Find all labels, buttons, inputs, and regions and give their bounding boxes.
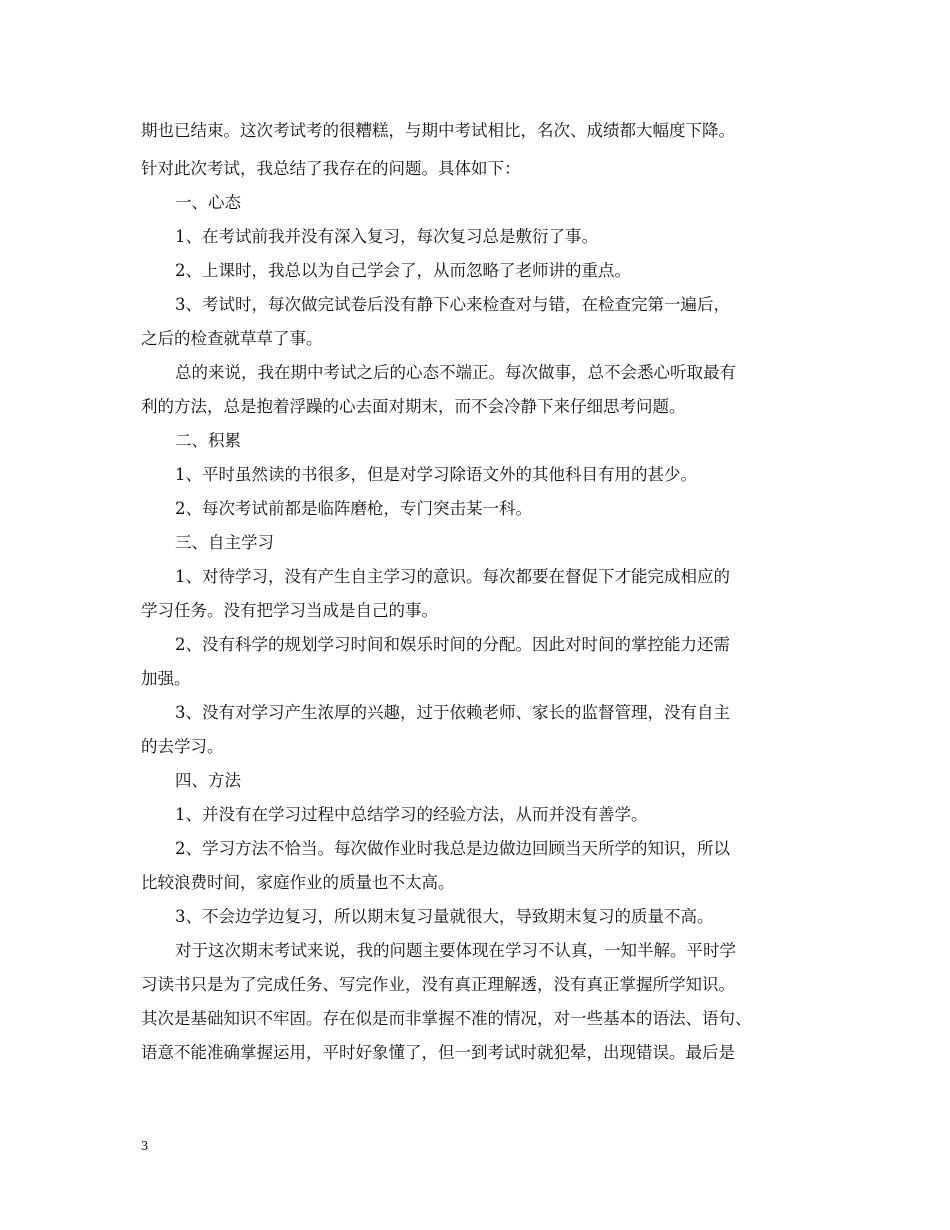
section-heading: 四、方法 bbox=[175, 771, 241, 790]
section-heading: 二、积累 bbox=[175, 431, 241, 450]
text-line: 其次是基础知识不牢固。存在似是而非掌握不准的情况，对一些基本的语法、语句、 bbox=[141, 1009, 752, 1028]
list-item: 1、平时虽然读的书很多，但是对学习除语文外的其他科目有用的甚少。 bbox=[175, 465, 697, 484]
text-line: 的去学习。 bbox=[141, 737, 224, 756]
page-number: 3 bbox=[141, 1139, 148, 1154]
list-item: 1、对待学习，没有产生自主学习的意识。每次都要在督促下才能完成相应的 bbox=[175, 567, 730, 586]
text-line: 期也已结束。这次考试考的很糟糕，与期中考试相比，名次、成绩都大幅度下降。 bbox=[141, 121, 735, 140]
paragraph-line: 总的来说，我在期中考试之后的心态不端正。每次做事，总不会悉心听取最有 bbox=[175, 363, 736, 382]
section-heading: 三、自主学习 bbox=[175, 533, 274, 552]
section-heading: 一、心态 bbox=[175, 193, 241, 212]
list-item: 3、考试时，每次做完试卷后没有静下心来检查对与错，在检查完第一遍后， bbox=[175, 295, 730, 314]
text-line: 针对此次考试，我总结了我存在的问题。具体如下： bbox=[141, 159, 521, 178]
text-line: 习读书只是为了完成任务、写完作业，没有真正理解透，没有真正掌握所学知识。 bbox=[141, 975, 735, 994]
list-item: 2、学习方法不恰当。每次做作业时我总是边做边回顾当天所学的知识，所以 bbox=[175, 839, 730, 858]
paragraph-line: 对于这次期末考试来说，我的问题主要体现在学习不认真，一知半解。平时学 bbox=[175, 941, 736, 960]
list-item: 3、没有对学习产生浓厚的兴趣，过于依赖老师、家长的监督管理，没有自主 bbox=[175, 703, 730, 722]
text-line: 之后的检查就草草了事。 bbox=[141, 329, 323, 348]
text-line: 语意不能准确掌握运用，平时好象懂了，但一到考试时就犯晕，出现错误。最后是 bbox=[141, 1043, 735, 1062]
text-line: 学习任务。没有把学习当成是自己的事。 bbox=[141, 601, 438, 620]
list-item: 1、并没有在学习过程中总结学习的经验方法，从而并没有善学。 bbox=[175, 805, 648, 824]
list-item: 3、不会边学边复习，所以期末复习量就很大，导致期末复习的质量不高。 bbox=[175, 907, 714, 926]
list-item: 1、在考试前我并没有深入复习，每次复习总是敷衍了事。 bbox=[175, 227, 598, 246]
text-line: 比较浪费时间，家庭作业的质量也不太高。 bbox=[141, 873, 455, 892]
list-item: 2、每次考试前都是临阵磨枪，专门突击某一科。 bbox=[175, 499, 532, 518]
text-line: 加强。 bbox=[141, 669, 191, 688]
text-line: 利的方法，总是抱着浮躁的心去面对期末，而不会冷静下来仔细思考问题。 bbox=[141, 397, 686, 416]
list-item: 2、没有科学的规划学习时间和娱乐时间的分配。因此对时间的掌控能力还需 bbox=[175, 635, 730, 654]
list-item: 2、上课时，我总以为自己学会了，从而忽略了老师讲的重点。 bbox=[175, 261, 631, 280]
